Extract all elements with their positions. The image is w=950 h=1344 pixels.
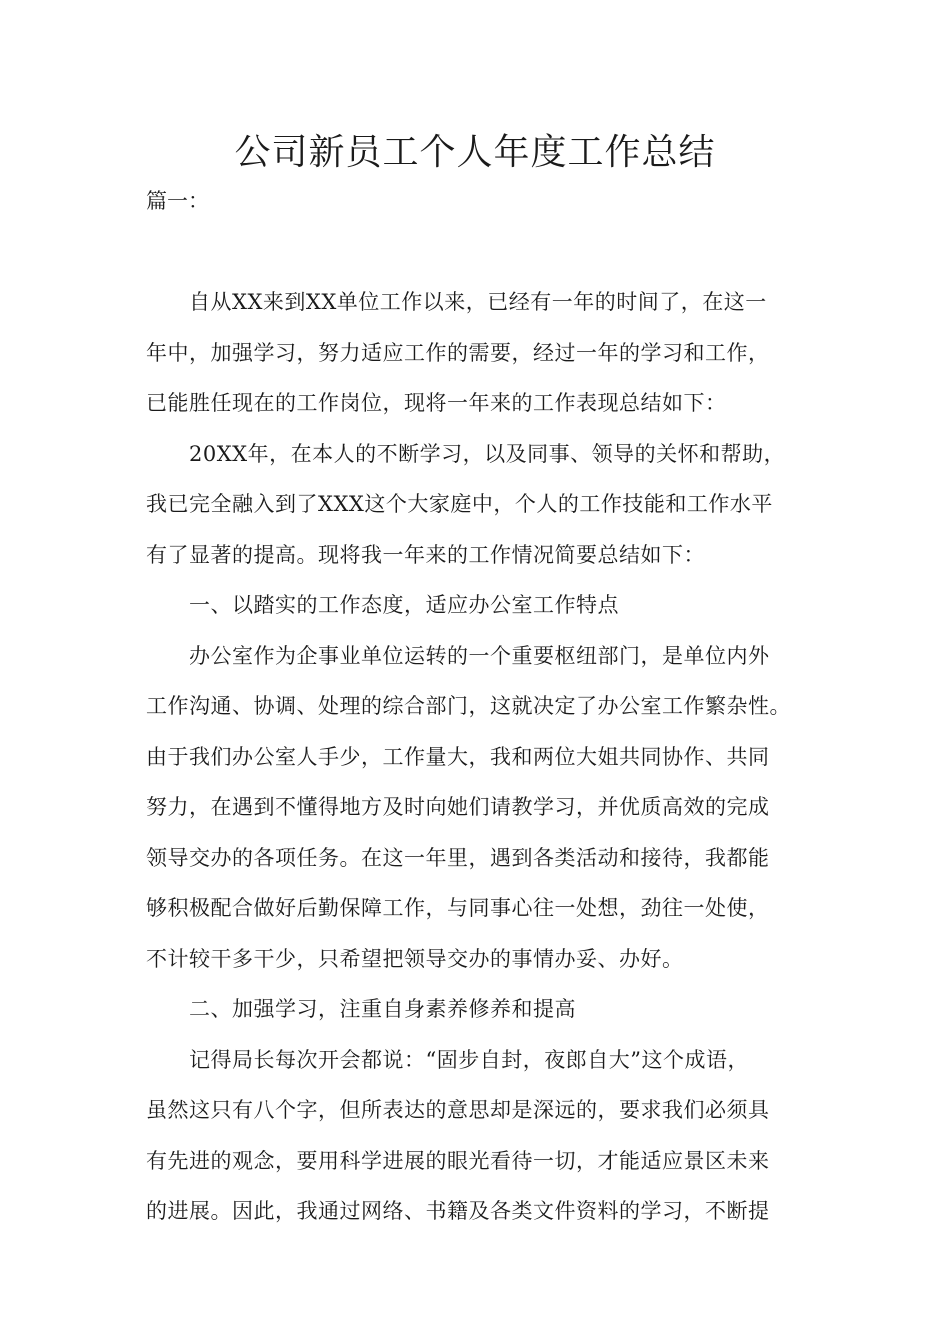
body-line: 自从XX来到XX单位工作以来，已经有一年的时间了，在这一 bbox=[189, 290, 767, 314]
body-line: 记得局长每次开会都说：“固步自封，夜郎自大”这个成语， bbox=[189, 1047, 749, 1072]
body-line: 的进展。因此，我通过网络、书籍及各类文件资料的学习，不断提 bbox=[146, 1199, 770, 1223]
body-line: 有先进的观念，要用科学进展的眼光看待一切，才能适应景区未来 bbox=[146, 1148, 770, 1173]
body-line: 努力，在遇到不懂得地方及时向她们请教学习，并优质高效的完成 bbox=[146, 795, 770, 819]
body-line: 领导交办的各项任务。在这一年里，遇到各类活动和接待，我都能 bbox=[146, 845, 770, 870]
body-line: 由于我们办公室人手少，工作量大，我和两位大姐共同协作、共同 bbox=[146, 744, 770, 769]
body-line: 年中，加强学习，努力适应工作的需要，经过一年的学习和工作， bbox=[146, 340, 770, 365]
section-label: 篇一： bbox=[146, 189, 209, 213]
body-line: 我已完全融入到了XXX这个大家庭中，个人的工作技能和工作水平 bbox=[146, 492, 773, 516]
body-line: 二、加强学习，注重自身素养修养和提高 bbox=[189, 997, 576, 1021]
body-line: 有了显著的提高。现将我一年来的工作情况简要总结如下： bbox=[146, 542, 705, 567]
body-line: 虽然这只有八个字，但所表达的意思却是深远的，要求我们必须具 bbox=[146, 1098, 770, 1122]
body-line: 已能胜任现在的工作岗位，现将一年来的工作表现总结如下： bbox=[146, 391, 727, 415]
body-line: 工作沟通、协调、处理的综合部门，这就决定了办公室工作繁杂性。 bbox=[146, 694, 791, 718]
body-line: 办公室作为企事业单位运转的一个重要枢纽部门，是单位内外 bbox=[189, 643, 770, 668]
body-line: 一、以踏实的工作态度，适应办公室工作特点 bbox=[189, 593, 619, 617]
document-title: 公司新员工个人年度工作总结 bbox=[234, 132, 716, 173]
body-line: 20XX年，在本人的不断学习，以及同事、领导的关怀和帮助， bbox=[189, 441, 786, 466]
document-body bbox=[146, 284, 806, 1244]
body-line: 不计较干多干少，只希望把领导交办的事情办妥、办好。 bbox=[146, 946, 684, 971]
body-line: 够积极配合做好后勤保障工作，与同事心往一处想，劲往一处使， bbox=[146, 896, 770, 920]
